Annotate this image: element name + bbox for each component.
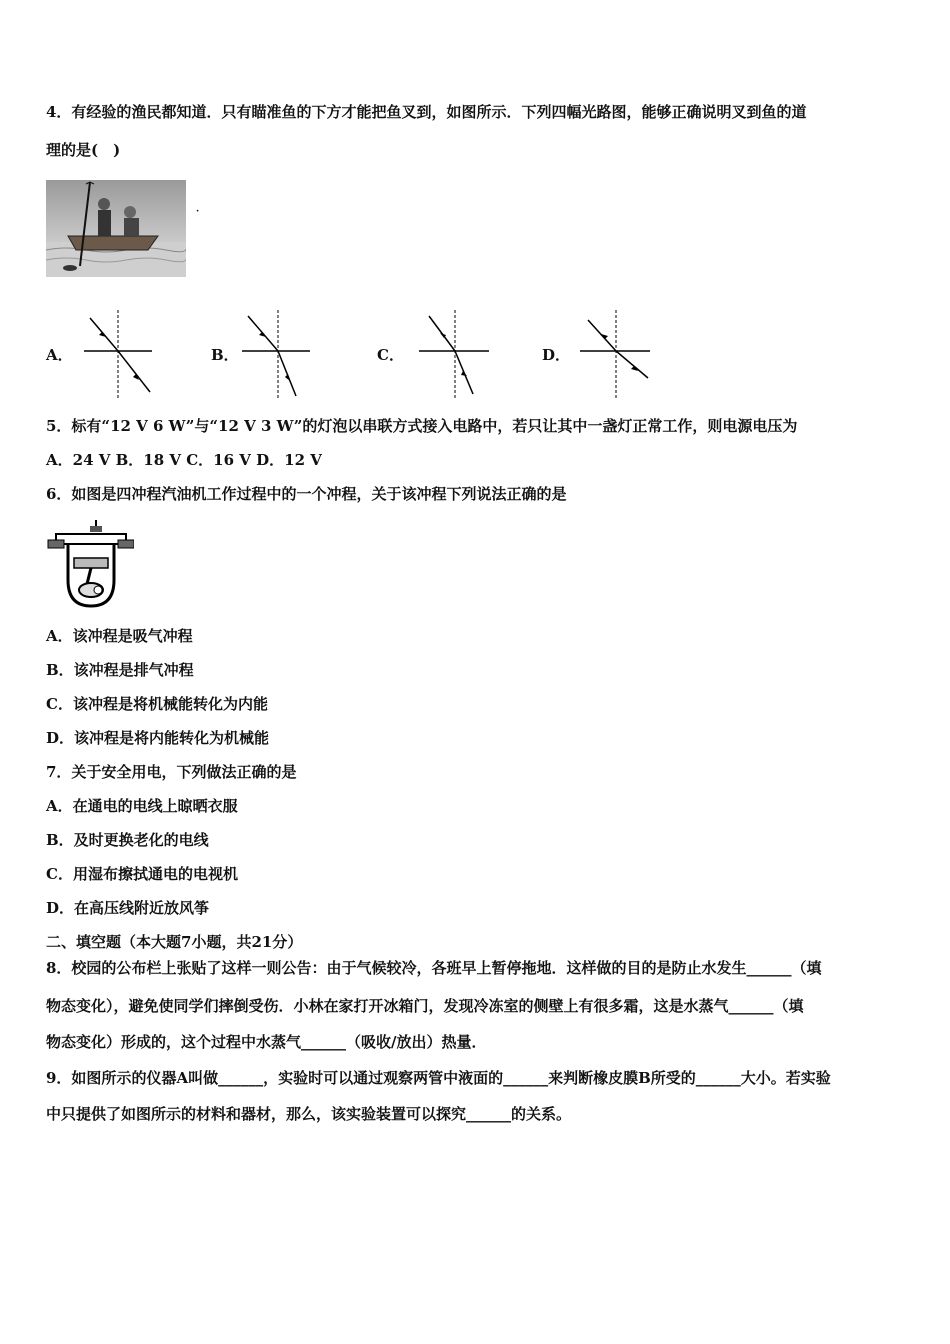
ray-diagram-b — [240, 308, 320, 400]
q4-stem-line1: 4．有经验的渔民都知道．只有瞄准鱼的下方才能把鱼叉到，如图所示．下列四幅光路图，能够正确说明叉到鱼的道 — [46, 103, 807, 121]
q9-line1: 9．如图所示的仪器A叫做______，实验时可以通过观察两管中液面的______来判断橡皮膜B所受的______大小。若实验 — [46, 1069, 831, 1087]
q6-stem: 6．如图是四冲程汽油机工作过程中的一个冲程，关于该冲程下列说法正确的是 — [46, 485, 567, 503]
ray-diagram-a — [80, 308, 160, 400]
q6-option-c: C．该冲程是将机械能转化为内能 — [46, 695, 268, 713]
q7-option-a: A．在通电的电线上晾晒衣服 — [46, 797, 238, 815]
q5-options: A．24 V B．18 V C．16 V D．12 V — [46, 451, 322, 469]
q6-option-b: B．该冲程是排气冲程 — [46, 661, 194, 679]
q4-stem-line2: 理的是( ) — [46, 141, 121, 159]
q6-option-a: A．该冲程是吸气冲程 — [46, 627, 193, 645]
q7-stem: 7．关于安全用电，下列做法正确的是 — [46, 763, 297, 781]
q4-option-a-label: A． — [46, 346, 73, 364]
q8-line2: 物态变化），避免使同学们摔倒受伤．小林在家打开冰箱门，发现冷冻室的侧壁上有很多霜，这是水蒸气______（填 — [46, 997, 804, 1015]
q4-option-d-label: D． — [542, 346, 571, 364]
q4-option-c-label: C． — [377, 346, 404, 364]
ray-diagram-c — [415, 308, 495, 400]
q7-option-b: B．及时更换老化的电线 — [46, 831, 209, 849]
q7-option-c: C．用湿布擦拭通电的电视机 — [46, 865, 238, 883]
q4-option-b-label: B． — [211, 346, 239, 364]
q8-line1: 8．校园的公布栏上张贴了这样一则公告：由于气候较冷，各班早上暂停拖地．这样做的目的是防止水发生______（填 — [46, 959, 822, 977]
q5-stem: 5．标有“12 V 6 W”与“12 V 3 W”的灯泡以串联方式接入电路中，若只让其中一盏灯正常工作，则电源电压为 — [46, 417, 798, 435]
engine-cylinder-figure — [46, 518, 134, 610]
q7-option-d: D．在高压线附近放风筝 — [46, 899, 210, 917]
q8-line3: 物态变化）形成的，这个过程中水蒸气______（吸收/放出）热量． — [46, 1033, 487, 1051]
fisherman-figure — [46, 180, 186, 277]
section-heading: 二、填空题（本大题7小题，共21分） — [46, 933, 303, 951]
q6-option-d: D．该冲程是将内能转化为机械能 — [46, 729, 270, 747]
q9-line2: 中只提供了如图所示的材料和器材，那么，该实验装置可以探究______的关系。 — [46, 1105, 572, 1123]
ray-diagram-d — [578, 308, 658, 400]
